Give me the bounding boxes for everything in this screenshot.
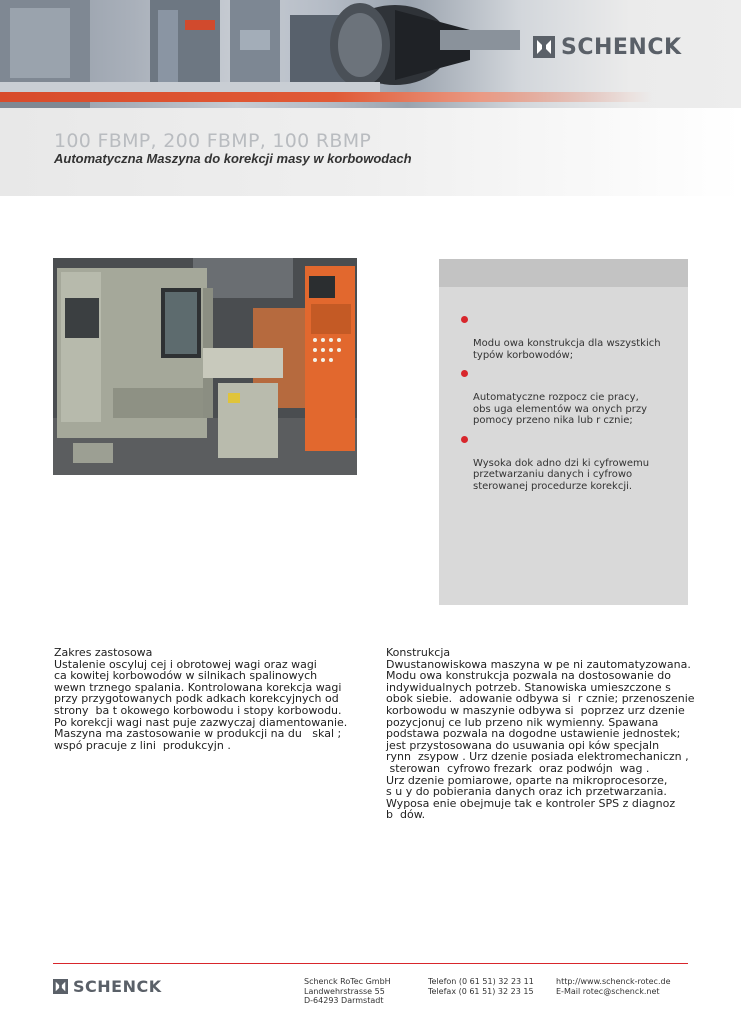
footer-phone: Telefon (0 61 51) 32 23 11 — [428, 977, 534, 986]
footer-city: D-64293 Darmstadt — [304, 996, 384, 1005]
footer-contact-web — [556, 977, 671, 996]
logo-wordmark: SCHENCK — [561, 34, 682, 60]
schenck-logo-icon — [53, 979, 68, 994]
footer-logo-wordmark: SCHENCK — [73, 977, 162, 996]
footer-company: Schenck RoTec GmbH — [304, 977, 391, 986]
text-line: s u y do pobierania danych oraz ich przetwarzania. — [386, 785, 667, 799]
text-line: b dów. — [386, 808, 426, 822]
construction-section — [386, 647, 696, 821]
page-title: 100 FBMP, 200 FBMP, 100 RBMP — [54, 130, 372, 152]
text-line: ca kowitej korbowodów w silnikach spalinowych — [54, 669, 318, 683]
feature-item — [461, 369, 683, 427]
text-line: przy przygotowanych podk adkach korekcyjnych od — [54, 692, 339, 706]
feature-list — [461, 315, 683, 500]
text-line: korbowodu w maszynie odbywa si poprzez urz dzenie — [386, 703, 685, 717]
text-line: wspó pracuje z lini produkcyjn . — [54, 738, 231, 752]
feature-panel — [439, 259, 688, 605]
feature-text: Modu owa konstrukcja dla wszystkich typów korbowodów; — [473, 338, 661, 361]
footer-street: Landwehrstrasse 55 — [304, 986, 385, 996]
header-red-stripe — [0, 92, 741, 102]
feature-panel-header — [439, 259, 688, 287]
footer-logo — [53, 977, 162, 996]
schenck-logo-icon — [533, 36, 555, 58]
text-line: wewn trznego spalania. Kontrolowana korekcja wagi — [54, 680, 342, 694]
text-line: obok siebie. adowanie odbywa si r cznie; przenoszenie — [386, 692, 695, 706]
application-heading: Zakres zastosowa — [54, 646, 153, 659]
text-line: Ustalenie oscyluj cej i obrotowej wagi oraz wagi — [54, 657, 317, 671]
text-line: podstawa pozwala na dogodne ustawienie jednostek; — [386, 727, 681, 741]
footer-address — [304, 977, 391, 1006]
footer-contact-phone — [428, 977, 534, 996]
text-line: Urz dzenie pomiarowe, oparte na mikroprocesorze, — [386, 773, 668, 787]
text-line: pozycjonuj ce lub przeno nik wymienny. Spawana — [386, 715, 659, 729]
feature-text: Automatyczne rozpocz cie pracy, obs uga elementów wa onych przy pomocy przeno nika lub r cznie; — [473, 392, 648, 426]
machine-photo — [53, 258, 357, 475]
footer-web-link[interactable]: http://www.schenck-rotec.de — [556, 977, 671, 986]
text-line: rynn zsypow . Urz dzenie posiada elektromechaniczn , — [386, 750, 689, 764]
application-section — [54, 647, 354, 751]
text-line: Wyposa enie obejmuje tak e kontroler SPS z diagnoz — [386, 796, 676, 810]
text-line: jest przystosowana do usuwania opi ków specjaln — [386, 738, 660, 752]
footer-fax: Telefax (0 61 51) 32 23 15 — [428, 986, 534, 996]
footer-email-link[interactable]: E-Mail rotec@schenck.net — [556, 986, 660, 996]
text-line: Maszyna ma zastosowanie w produkcji na du skal ; — [54, 727, 342, 741]
text-line: Po korekcji wagi nast puje zazwyczaj diamentowanie. — [54, 715, 348, 729]
text-line: sterowan cyfrowo frezark oraz podwójn wag . — [386, 761, 650, 775]
text-line: strony ba t okowego korbowodu i stopy korbowodu. — [54, 703, 342, 717]
footer-divider — [53, 963, 688, 964]
page-subtitle: Automatyczna Maszyna do korekcji masy w korbowodach — [54, 151, 412, 166]
text-line: indywidualnych potrzeb. Stanowiska umieszczone s — [386, 680, 671, 694]
bullet-icon — [461, 316, 468, 323]
text-line: Dwustanowiskowa maszyna w pe ni zautomatyzowana. — [386, 657, 691, 671]
bullet-icon — [461, 436, 468, 443]
schenck-logo — [533, 34, 682, 60]
text-line: Modu owa konstrukcja pozwala na dostosowanie do — [386, 669, 671, 683]
feature-item — [461, 435, 683, 493]
construction-heading: Konstrukcja — [386, 646, 451, 659]
feature-text: Wysoka dok adno dzi ki cyfrowemu przetwarzaniu danych i cyfrowo sterowanej procedurze korekcji. — [473, 457, 650, 492]
machine-image — [53, 258, 357, 475]
feature-item — [461, 315, 683, 361]
bullet-icon — [461, 370, 468, 377]
